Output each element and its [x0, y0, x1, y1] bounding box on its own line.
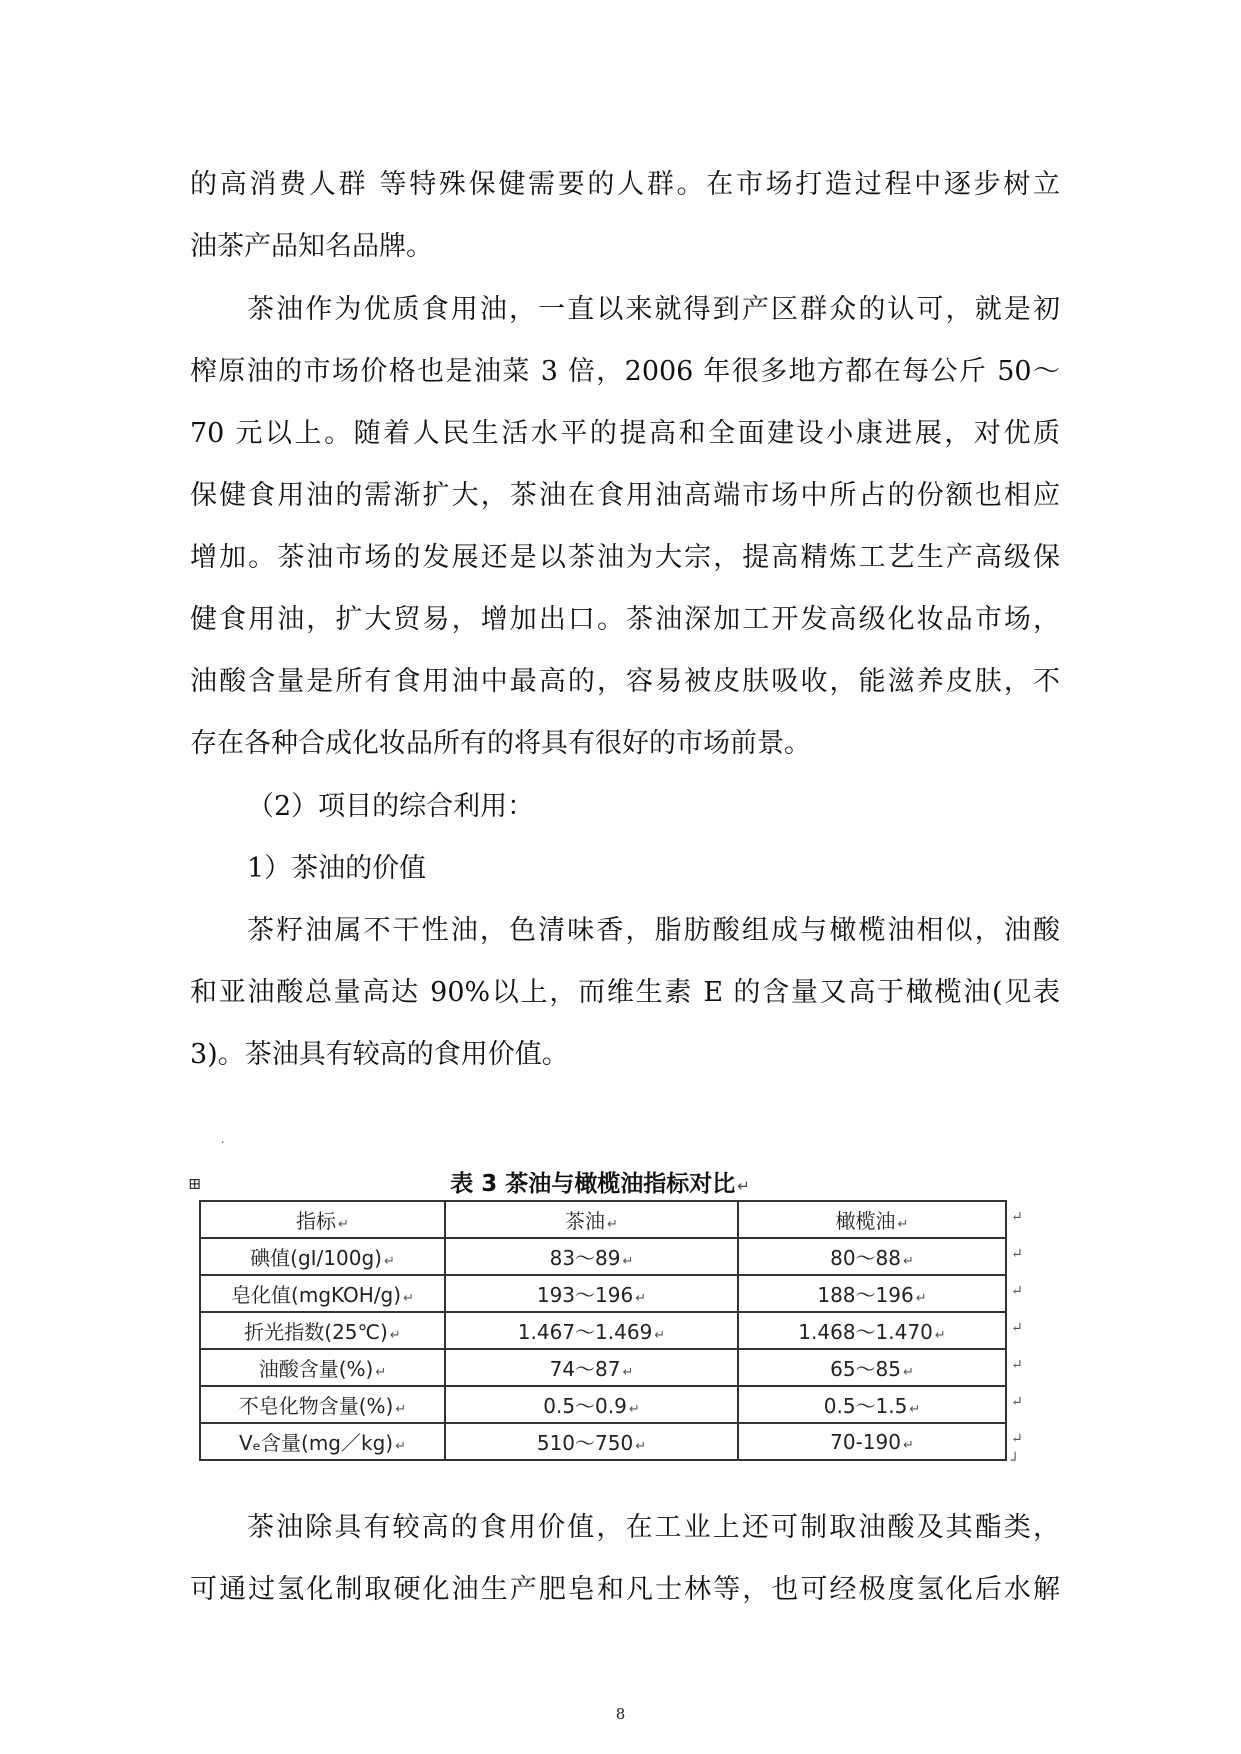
table-cell: 74～87 ↵ [445, 1349, 738, 1386]
return-mark-icon: ↵ [395, 1402, 407, 1417]
text-line: 茶籽油属不干性油，色清味香，脂肪酸组成与橄榄油相似，油酸 [247, 915, 1060, 946]
comparison-table [199, 1200, 1007, 1461]
table-row [200, 1238, 1006, 1275]
text-line: 3)。茶油具有较高的食用价值。 [190, 1039, 569, 1070]
row-end-mark-icon: ↵ [1011, 1394, 1023, 1410]
subsection-heading: 1）茶油的价值 [247, 853, 427, 884]
table-cell: 0.5～1.5 ↵ [738, 1386, 1006, 1423]
text-line: 榨原油的市场价格也是油菜 3 倍，2006 年很多地方都在每公斤 50～ [190, 356, 1060, 387]
return-mark-icon: ↵ [934, 1328, 946, 1343]
return-mark-icon: ↵ [403, 1291, 414, 1306]
table-cell: 1.467～1.469 ↵ [445, 1312, 738, 1349]
text-line: 70 元以上。随着人民生活水平的提高和全面建设小康进展，对优质 [190, 418, 1060, 449]
table-header-row [200, 1201, 1006, 1238]
return-mark-icon: ↵ [395, 1439, 406, 1454]
row-end-mark-icon: ↵ [1011, 1246, 1023, 1262]
text-line: 油茶产品知名品牌。 [190, 231, 433, 262]
return-mark-icon: ↵ [607, 1217, 618, 1232]
table-row [200, 1386, 1006, 1423]
table-cell: 510～750 ↵ [445, 1423, 738, 1460]
text-line: 和亚油酸总量高达 90%以上，而维生素 E 的含量又高于橄榄油(见表 [190, 977, 1060, 1008]
table-cell: 83～89 ↵ [445, 1238, 738, 1275]
return-mark-icon: ↵ [635, 1439, 647, 1454]
table-cell: 65～85 ↵ [738, 1349, 1006, 1386]
row-end-mark-icon: ↵ [1011, 1357, 1023, 1373]
table-cell: 193～196 ↵ [445, 1275, 738, 1312]
table-row [200, 1423, 1006, 1460]
text-line: 油酸含量是所有食用油中最高的，容易被皮肤吸收，能滋养皮肤，不 [190, 666, 1060, 697]
header-cell: 指标 ↵ [200, 1201, 445, 1238]
table-row [200, 1312, 1006, 1349]
return-mark-icon: ↵ [654, 1328, 666, 1343]
return-mark-icon: ↵ [915, 1291, 927, 1306]
table-caption: 表 3 茶油与橄榄油指标对比 ↵ [450, 1171, 750, 1197]
return-mark-icon: ↵ [375, 1365, 387, 1380]
row-end-mark-icon: ↵ [1011, 1283, 1023, 1299]
table-cell: Vₑ含量(mg／kg) ↵ [200, 1423, 445, 1460]
return-mark-icon: ↵ [902, 1437, 914, 1453]
text-line: 可通过氢化制取硬化油生产肥皂和凡士林等，也可经极度氢化后水解 [190, 1574, 1060, 1605]
table-cell: 折光指数(25℃) ↵ [200, 1312, 445, 1349]
header-cell: 橄榄油 ↵ [738, 1201, 1006, 1238]
text-line: 茶油除具有较高的食用价值，在工业上还可制取油酸及其酯类， [247, 1512, 1060, 1543]
return-mark-icon: ↵ [897, 1217, 909, 1232]
table-cell: 不皂化物含量(%) ↵ [200, 1386, 445, 1423]
text-line: 健食用油，扩大贸易，增加出口。茶油深加工开发高级化妆品市场， [190, 604, 1060, 635]
row-end-mark-icon: ↵ [1011, 1209, 1023, 1225]
text-line: 增加。茶油市场的发展还是以茶油为大宗，提高精炼工艺生产高级保 [190, 542, 1060, 573]
row-end-mark-icon: ↵ [1011, 1431, 1023, 1447]
table-cell: 1.468～1.470 ↵ [738, 1312, 1006, 1349]
return-mark-icon: ↵ [389, 1328, 401, 1343]
section-heading: （2）项目的综合利用： [247, 791, 535, 822]
return-mark-icon: ↵ [635, 1291, 647, 1306]
return-mark-icon: ↵ [903, 1365, 914, 1380]
header-cell: 茶油 ↵ [445, 1201, 738, 1238]
return-mark-icon: ↵ [903, 1254, 914, 1269]
table-resize-handle-icon[interactable]: ┘ [1011, 1453, 1020, 1469]
return-mark-icon: ↵ [628, 1402, 640, 1417]
return-mark-icon: ↵ [622, 1365, 634, 1380]
table-row [200, 1349, 1006, 1386]
return-mark-icon: ↵ [622, 1254, 634, 1269]
table-cell: 碘值(gI/100g) ↵ [200, 1238, 445, 1275]
table-move-handle-icon[interactable]: ⊞ [188, 1174, 202, 1193]
table-cell: 188～196 ↵ [738, 1275, 1006, 1312]
return-mark-icon: ↵ [909, 1402, 921, 1417]
cursor-mark: ˙ [219, 1140, 226, 1156]
return-mark-icon: ↵ [383, 1254, 395, 1269]
return-mark-icon: ↵ [737, 1177, 750, 1195]
table-cell: 皂化值(mgKOH/g) ↵ [200, 1275, 445, 1312]
table-cell: 80～88 ↵ [738, 1238, 1006, 1275]
page-number: 8 [615, 1705, 626, 1723]
table-cell: 70-190 ↵ [738, 1423, 1006, 1460]
return-mark-icon: ↵ [338, 1217, 349, 1232]
text-line: 茶油作为优质食用油，一直以来就得到产区群众的认可，就是初 [247, 294, 1060, 325]
table-row [200, 1275, 1006, 1312]
table-cell: 油酸含量(%) ↵ [200, 1349, 445, 1386]
text-line: 存在各种合成化妆品所有的将具有很好的市场前景。 [190, 728, 811, 759]
text-line: 的高消费人群 等特殊保健需要的人群。在市场打造过程中逐步树立 [190, 169, 1060, 200]
row-end-mark-icon: ↵ [1011, 1320, 1023, 1336]
table-cell: 0.5～0.9 ↵ [445, 1386, 738, 1423]
text-line: 保健食用油的需渐扩大，茶油在食用油高端市场中所占的份额也相应 [190, 480, 1060, 511]
